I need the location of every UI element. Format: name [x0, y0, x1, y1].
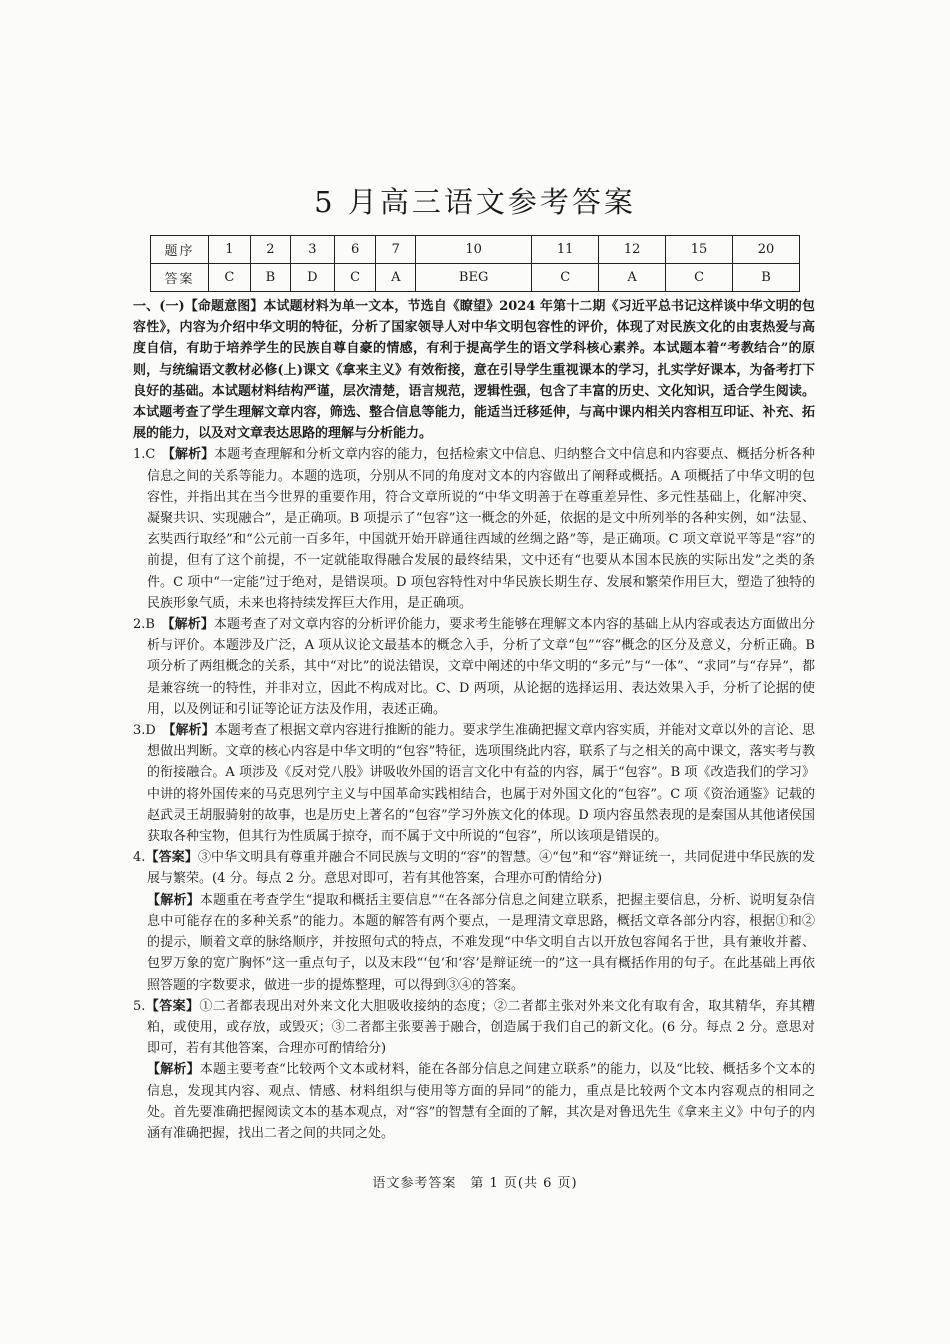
item-2	[133, 614, 815, 720]
answer-cell: C	[666, 264, 733, 292]
question-number: 20	[733, 236, 800, 264]
answer-tag: 【答案】	[145, 850, 198, 866]
question-number: 1	[209, 236, 251, 264]
analysis-tag: 【解析】	[168, 617, 214, 633]
page-title: 5 月高三语文参考答案	[314, 185, 636, 219]
answer-cell: D	[291, 264, 335, 292]
item-number: 5.	[133, 998, 146, 1014]
item-5	[133, 996, 815, 1060]
analysis-tag: 【解析】	[168, 723, 215, 739]
item-number: 3.D	[133, 723, 169, 739]
answer-cell: B	[733, 264, 800, 292]
question-number: 3	[291, 236, 335, 264]
analysis-tag: 【解析】	[147, 1062, 200, 1078]
row-header-answer: 答案	[151, 264, 209, 292]
answer-cell: B	[250, 264, 290, 292]
page-footer: 语文参考答案 第 1 页(共 6 页)	[372, 1176, 578, 1191]
question-number: 7	[376, 236, 416, 264]
question-number: 2	[250, 236, 290, 264]
question-number: 6	[334, 236, 376, 264]
row-header-number: 题序	[151, 236, 209, 264]
item-4	[133, 847, 815, 889]
item-5-analysis	[133, 1059, 815, 1144]
item-1	[133, 444, 815, 614]
analysis-text: 本题考查了根据文章内容进行推断的能力。要求学生准确把握文章内容实质，并能对文章以外的言论、思想做出判断。文章的核心内容是中华文明的“包容”特征，选项围绕此内容，联系了与之相关的高中课文，落实考与教的衔接融合。A 项涉及《反对党八股》讲吸收外国的语言文化中有益的内容，属于“包容”。B 项《改造我们的学习》中讲的将外国传来的马克思列宁主义与中国革命实践相结合，也属于对外国文化的“包容”。C 项《资治通鉴》记载的赵武灵王胡服骑射的故事，也是历史上著名的“包容”学习外族文化的体现。D 项内容虽然表现的是秦国从其他诸侯国获取各种宝物，但其行为性质属于掠夺，而不属于文中所说的“包容”，所以该项是错误的。	[147, 723, 815, 845]
answer-row	[151, 264, 800, 292]
intro-paragraph: 一、(一)【命题意图】本试题材料为单一文本，节选自《瞭望》2024 年第十二期《习近平总书记这样谈中华文明的包容性》，内容为介绍中华文明的特征，分析了国家领导人对中华文明包容性的评价，体现了对民族文化的由衷热爱与高度自信，有助于培养学生的民族自尊自豪的情感，有利于提高学生的语文学科核心素养。本试题本着“考教结合”的原则，与统编语文教材必修(上)课文《拿来主义》有效衔接，意在引导学生重视课本的学习，扎实学好课本，为备考打下良好的基础。本试题材料结构严谨，层次清楚，语言规范，逻辑性强，包含了丰富的历史、文化知识，适合学生阅读。本试题考查了学生理解文章内容，筛选、整合信息等能力，能适当迁移延伸，与高中课内相关内容相互印证、补充、拓展的能力，以及对文章表达思路的理解与分析能力。	[133, 299, 815, 442]
analysis-text: 本题考查理解和分析文章内容的能力，包括检索文中信息、归纳整合文中信息和内容要点、概括分析各种信息之间的关系等能力。本题的选项，分别从不同的角度对文本的内容做出了阐释或概括。A 项概括了中华文明的包容性，并指出其在当今世界的重要作用，符合文章所说的“中华文明善于在尊重差异性、多元性基础上，化解冲突、凝聚共识、实现融合”，是正确项。B 项提示了“包容”这一概念的外延，依据的是文中所列举的各种实例，如“法显、玄奘西行取经”和“公元前一百多年，中国就开始开辟通往西域的丝绸之路”等，是正确项。C 项文章说平等是“容”的前提，但有了这个前提，不一定就能取得融合发展的最终结果，文中还有“也要从本国本民族的实际出发”之类的条件。C 项中“一定能”过于绝对，是错误项。D 项包容特性对中华民族长期生存、发展和繁荣作用巨大，塑造了独特的民族形象气质，未来也将持续发挥巨大作用，是正确项。	[147, 447, 815, 611]
answer-cell: C	[532, 264, 599, 292]
item-number: 4.	[133, 850, 146, 866]
analysis-tag: 【解析】	[147, 892, 200, 908]
question-number-row	[151, 236, 800, 264]
answer-cell: A	[599, 264, 666, 292]
answer-text: ③中华文明具有尊重并融合不同民族与文明的“容”的智慧。④“包”和“容”辩证统一，共同促进中华民族的发展与繁荣。(4 分。每点 2 分。意思对即可，若有其他答案，合理亦可酌情给分)	[147, 850, 815, 887]
question-number: 12	[599, 236, 666, 264]
answer-text: ①二者都表现出对外来文化大胆吸收接纳的态度；②二者都主张对外来文化有取有舍，取其精华，弃其糟粕，或使用，或存放，或毁灭；③二者都主张要善于融合，创造属于我们自己的新文化。(6 分。每点 2 分。意思对即可，若有其他答案，合理亦可酌情给分)	[147, 998, 815, 1057]
item-number: 2.B	[133, 617, 169, 633]
question-number: 10	[416, 236, 532, 264]
item-3	[133, 720, 815, 847]
question-number: 11	[532, 236, 599, 264]
answer-explanations	[133, 296, 815, 1144]
answer-cell: BEG	[416, 264, 532, 292]
analysis-text: 本题考查了对文章内容的分析评价能力，要求考生能够在理解文本内容的基础上从内容或表达方面做出分析与评价。本题涉及广泛，A 项从议论文最基本的概念入手，分析了文章“包”“容”概念的区分及意义，分析正确。B 项分析了两组概念的关系，其中“对比”的说法错误，文章中阐述的中华文明的“多元”与“一体”、“求同”与“存异”，都是兼容统一的特性，并非对立，因此不构成对比。C、D 两项，从论据的选择运用、表达效果入手，分析了论据的使用，以及例证和引证等论证方法及作用，表述正确。	[147, 617, 815, 717]
analysis-text: 本题重在考查学生“提取和概括主要信息”“在各部分信息之间建立联系，把握主要信息，分析、说明复杂信息中可能存在的多种关系”的能力。本题的解答有两个要点，一是理清文章思路，概括文章各部分内容，根据①和②的提示，顺着文章的脉络顺序，并按照句式的特点，不难发现“中华文明自古以开放包容闻名于世，具有兼收并蓄、包罗万象的宽广胸怀”这一重点句子，以及末段“‘包’和‘容’是辩证统一的”这一具有概括作用的句子。在此基础上再依照答题的字数要求，做进一步的提炼整理，可以得到③④的答案。	[147, 892, 815, 993]
question-number: 15	[666, 236, 733, 264]
answer-cell: A	[376, 264, 416, 292]
item-number: 1.C	[133, 447, 169, 463]
answer-table	[150, 235, 800, 292]
analysis-text: 本题主要考查“比较两个文本或材料，能在各部分信息之间建立联系”的能力，以及“比较、概括多个文本的信息，发现其内容、观点、情感、材料组织与使用等方面的异同”的能力，重点是比较两个文本内容观点的相同之处。首先要准确把握阅读文本的基本观点，对“容”的智慧有全面的了解，其次是对鲁迅先生《拿来主义》中句子的内涵有准确把握，找出二者之间的共同之处。	[147, 1062, 815, 1141]
analysis-tag: 【解析】	[168, 447, 215, 463]
answer-cell: C	[209, 264, 251, 292]
answer-cell: C	[334, 264, 376, 292]
answer-tag: 【答案】	[145, 998, 200, 1014]
item-4-analysis	[133, 890, 815, 996]
